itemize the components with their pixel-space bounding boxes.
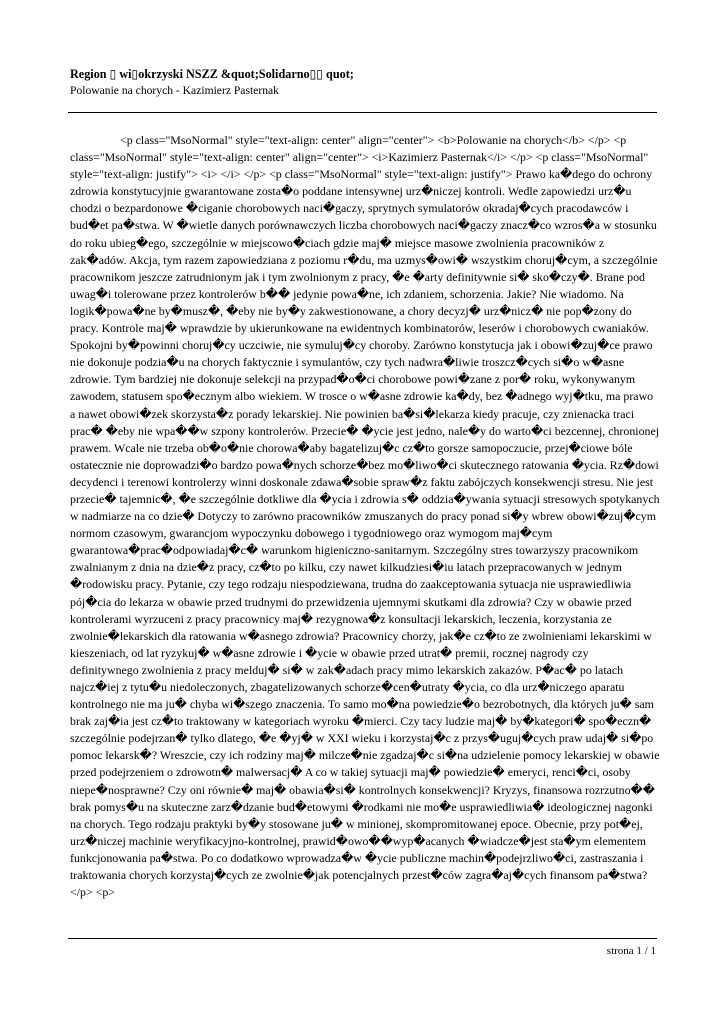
site-title: Region ▯ wi▯okrzyski NSZZ &quot;Solidarno▯▯ quot; bbox=[70, 67, 354, 81]
article-text: <p class="MsoNormal" style="text-align: center" align="center"> <b>Polowanie na chorych</b> </p> <p class="MsoNormal" style="text-align: center" align="center"> <i>Kazimierz Pasternak</i> </p> <p class="MsoNormal" style="text-align: justify"> <i> </i> </p> <p class="MsoNormal" style="text-align: justify"> Prawo ka�dego do ochrony zdrowia konstytucyjnie gwarantowane zosta�o poddane intensywnej urz�niczej kontroli. Wedle zapowiedzi urz�u chodzi o bezpardonowe �ciganie chorobowych naci�gaczy, sprytnych symulatorów okradaj�cych pracodawców i bud�et pa�stwa. W �wietle danych porównawczych liczba chorobowych naci�gaczy znacz�co wzros�a w stosunku do roku ubieg�ego, szczególnie w miejscowo�ciach gdzie maj� miejsce masowe zwolnienia pracowników z zak�adów. Akcja, tym razem zapowiedziana z poziomu r�du, ma uzmys�owi� wszystkim choruj�cym, a szczególnie pracownikom jeszcze zatrudnionym jak i tym zwolnionym z pracy, �e �arty definitywnie si� sko�czy�. Brane pod uwag�i tolerowane przez kontrolerów b�� jedynie powa�ne, ich zdaniem, schorzenia. Jakie? Nie wiadomo. Na logik�powa�ne by�musz�, �eby nie by�y zakwestionowane, a chory decyzj� urz�nicz� nie pop�zony do pracy. Kontrole maj� wprawdzie by ukierunkowane na ewidentnych kombinatorów, leserów i chorobowych cwaniaków. Spokojni by�powinni choruj�cy uczciwie, nie symuluj�cy choroby. Zarówno konstytucja jak i obowi�zuj�ce prawo nie dokonuje podzia�u na chorych faktycznie i symulantów, czy tych nadwra�liwie troszcz�cych si�o w�asne zdrowie. Tym bardziej nie dokonuje selekcji na przypad�o�ci chorobowe powi�zane z por� roku, wykonywanym zawodem, statusem spo�ecznym albo wiekiem. W trosce o w�asne zdrowie ka�dy, bez �adnego wyj�tku, ma prawo a nawet obowi�zek skorzysta�z porady lekarskiej. Nie powinien ba�si�lekarza kiedy pracuje, czy znienacka traci prac� �eby nie wpa��w szpony kontrolerów. Przecie� �ycie jest jedno, nale�y do warto�ci bezcennej, chronionej prawem. Wcale nie trzeba ob�o�nie chorowa�aby bagatelizuj�c cz�to gorsze samopoczucie, przej�ciowe bóle ostatecznie nie doprowadzi�o bardzo powa�nych schorze�bez mo�liwo�ci skutecznego ratowania �ycia. Rz�dowi decydenci i terenowi kontrolerzy winni doskonale zdawa�sobie spraw�z faktu zabójczych konsekwencji stresu. Nie jest przecie� tajemnic�, �e szczególnie dotkliwe dla �ycia i zdrowia s� oddzia�ywania sytuacji stresowych spotykanych w nadmiarze na co dzie� Dotyczy to zarówno pracowników zmuszanych do pracy ponad si�y wbrew obowi�zuj�cym normom czasowym, gwarancjom wypoczynku dobowego i tygodniowego oraz wymogom maj�cym gwarantowa�prac�odpowiadaj�c� warunkom higieniczno-sanitarnym. Szczególny stres towarzyszy pracownikom zwalnianym z dnia na dzie�z pracy, cz�to po kilku, czy nawet kilkudziesi�iu latach przepracowanych w jednym �rodowisku pracy. Pytanie, czy tego rodzaju niespodziewana, trudna do zaakceptowania sytuacja nie usprawiedliwia pój�cia do lekarza w obawie przed trudnymi do przewidzenia ujemnymi skutkami dla zdrowia? Czy w obawie przed kontrolerami wyrzuceni z pracy pracownicy maj� rezygnowa�z konsultacji lekarskich, leczenia, korzystania ze zwolnie�lekarskich dla ratowania w�asnego zdrowia? Pracownicy chorzy, jak�e cz�to ze zwolnieniami lekarskimi w kieszeniach, od lat ryzykuj� w�asne zdrowie i �ycie w obawie przed utrat� premii, rocznej nagrody czy definitywnego zwolnienia z pracy melduj� si� w zak�adach pracy mimo lekarskich zakazów. P�ac� po latach najcz�iej z tytu�u niedoleczonych, zbagatelizowanych schorze�cen�utraty �ycia, co dla urz�niczego aparatu kontrolnego nie ma ju� chyba wi�szego znaczenia. To samo mo�na powiedzie�o bezrobotnych, dla których ju� sam brak zaj�ia jest cz�to traktowany w kategoriach wyroku �mierci. Czy tacy ludzie maj� by�kategori� spo�eczn� szczególnie podejrzan� tylko dlatego, �e �yj� w XXI wieku i korzystaj�c z przys�uguj�cych praw udaj� si�po pomoc lekarsk�? Wreszcie, czy ich rodziny maj� milcze�nie zgadzaj�c si�na udzielenie pomocy lekarskiej w obawie przed podejrzeniem o zdrowotn� malwersacj� A co w takiej sytuacji maj� powiedzie� emeryci, renci�ci, osoby niepe�nosprawne? Czy oni równie� maj� obawia�si� kontrolnych konsekwencji? Kryzys, finansowa rozrzutno�� brak pomys�u na skuteczne zarz�dzanie bud�etowymi �rodkami nie mo�e usprawiedliwia� ideologicznej nagonki na chorych. Tego rodzaju praktyki by�y stosowane ju� w minionej, skompromitowanej epoce. Obecnie, przy pot�ej, urz�niczej machinie weryfikacyjno-kontrolnej, prawid�owo��wyp�acanych �wiadcze�jest sta�ym elementem funkcjonowania pa�stwa. Po co dodatkowo wprowadza�w �ycie publiczne machin�podejrzliwo�ci, zastraszania i traktowania chorych korzystaj�cych ze zwolnie�jak potencjalnych przest�ców zagra�aj�cych finansom pa�stwa? </p> <p> bbox=[70, 133, 660, 900]
footer-divider bbox=[68, 938, 657, 939]
page-number: strona 1 / 1 bbox=[606, 945, 656, 957]
article-subtitle: Polowanie na chorych - Kazimierz Pasternak bbox=[70, 84, 279, 97]
article-body bbox=[70, 132, 660, 900]
document-header bbox=[70, 66, 655, 98]
header-divider bbox=[68, 112, 657, 113]
